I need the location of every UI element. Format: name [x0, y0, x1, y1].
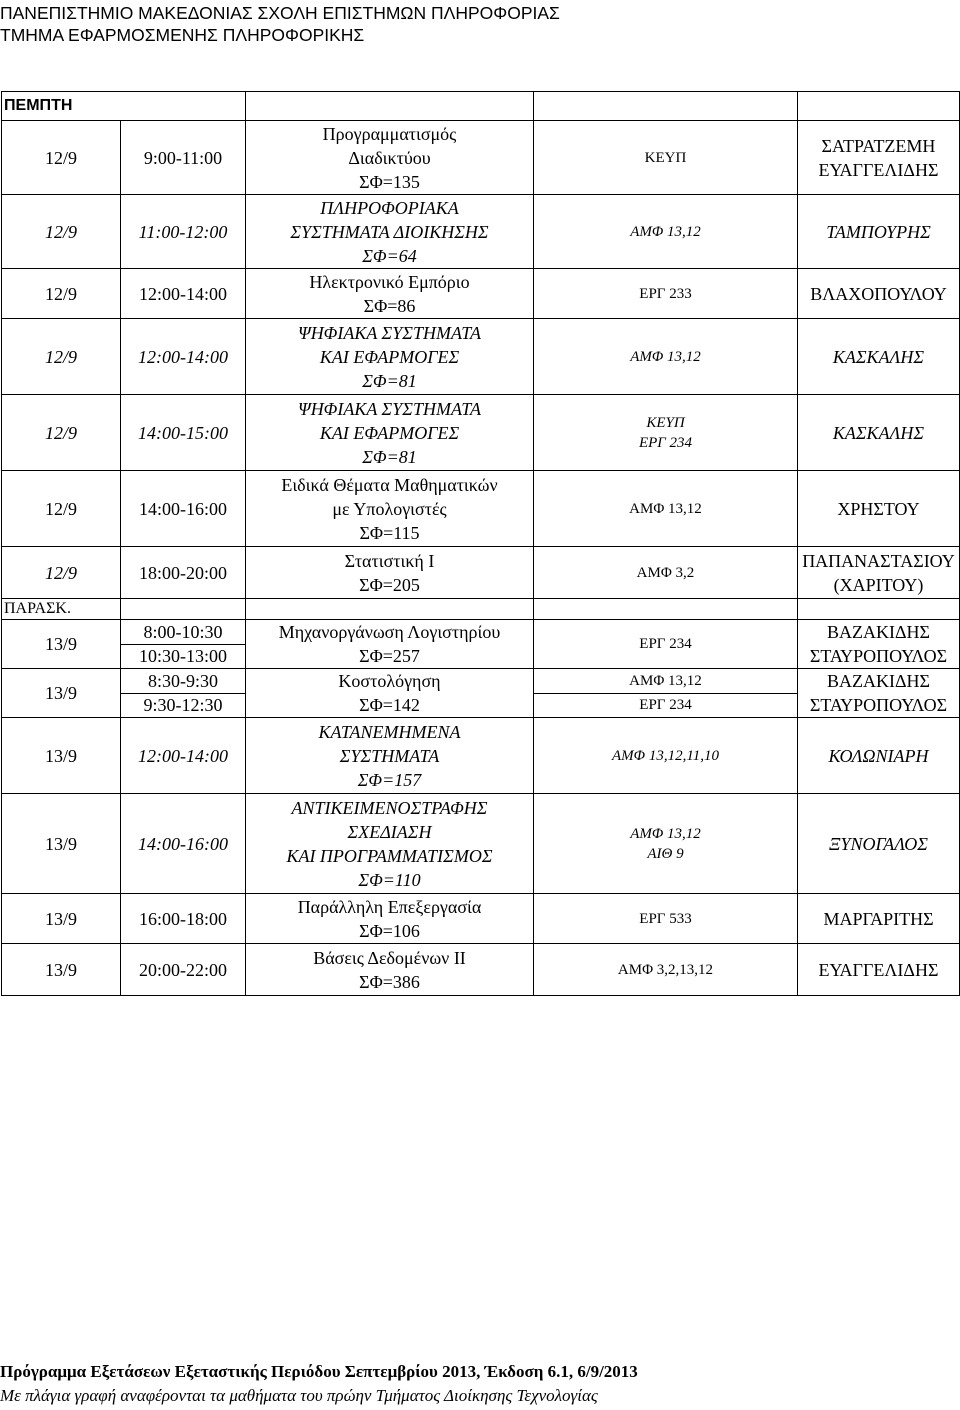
course-line: ΨΗΦΙΑΚΑ ΣΥΣΤΗΜΑΤΑ: [298, 322, 481, 343]
table-row: [2, 471, 960, 547]
course-line: ΣΦ=106: [359, 920, 420, 941]
exam-date: 12/9: [2, 547, 121, 599]
professor-cell: [798, 395, 960, 471]
room-line: ΕΡΓ 234: [639, 696, 692, 713]
room-cell: [534, 669, 798, 718]
exam-time: 12:00-14:00: [121, 319, 246, 395]
professor-cell: [798, 269, 960, 319]
course-line: ΠΛΗΡΟΦΟΡΙΑΚΑ: [320, 197, 459, 218]
course-line: ΣΦ=135: [359, 171, 420, 192]
exam-date: 12/9: [2, 195, 121, 269]
course-line: ΣΥΣΤΗΜΑΤΑ: [339, 745, 440, 766]
room-cell: [534, 718, 798, 794]
professor-cell: [798, 894, 960, 944]
professor-line: ΚΑΣΚΑΛΗΣ: [832, 346, 925, 367]
room-line: ΑΜΦ 13,12: [630, 223, 701, 240]
course-cell: [246, 195, 534, 269]
course-line: ΣΦ=110: [358, 869, 421, 890]
room-cell: [534, 794, 798, 894]
professor-cell: [798, 195, 960, 269]
room-line: ΚΕΥΠ: [646, 414, 685, 431]
exam-time: 12:00-14:00: [121, 718, 246, 794]
professor-cell: [798, 319, 960, 395]
day-header-row: [2, 599, 960, 620]
room-line: ΚΕΥΠ: [644, 149, 687, 166]
exam-time-cell: [121, 669, 246, 718]
table-row: [2, 195, 960, 269]
exam-date: 13/9: [2, 894, 121, 944]
professor-line: ΕΥΑΓΓΕΛΙΔΗΣ: [818, 959, 939, 980]
university-title: ΠΑΝΕΠΙΣΤΗΜΙΟ ΜΑΚΕΔΟΝΙΑΣ ΣΧΟΛΗ ΕΠΙΣΤΗΜΩΝ ΠΛΗΡΟΦΟΡΙΑΣ: [0, 3, 560, 23]
exam-date: 12/9: [2, 395, 121, 471]
room-line: ΑΙΘ 9: [647, 845, 684, 862]
exam-time: 14:00-16:00: [121, 471, 246, 547]
exam-time: 10:30-13:00: [139, 645, 227, 666]
room-line: ΕΡΓ 234: [639, 636, 692, 652]
exam-time: 14:00-16:00: [121, 794, 246, 894]
exam-schedule-table: [1, 91, 960, 996]
room-line: ΑΜΦ 13,12: [534, 670, 797, 694]
course-cell: [246, 944, 534, 996]
professor-line: ΕΥΑΓΓΕΛΙΔΗΣ: [818, 159, 939, 180]
exam-time: 9:00-11:00: [121, 121, 246, 195]
professor-line: ΧΡΗΣΤΟΥ: [837, 498, 920, 519]
course-line: ΚΑΙ ΕΦΑΡΜΟΓΕΣ: [319, 346, 460, 367]
professor-line: (ΧΑΡΙΤΟΥ): [833, 574, 924, 595]
table-row: [2, 718, 960, 794]
professor-cell: [798, 944, 960, 996]
room-cell: [534, 195, 798, 269]
room-cell: [534, 547, 798, 599]
exam-time: 18:00-20:00: [121, 547, 246, 599]
table-row: [2, 319, 960, 395]
course-line: Προγραμματισμός: [322, 123, 457, 144]
course-line: Στατιστική Ι: [344, 550, 435, 571]
course-line: ΣΦ=86: [363, 295, 416, 316]
exam-time-cell: [121, 620, 246, 669]
course-cell: [246, 794, 534, 894]
room-line: ΑΜΦ 13,12: [629, 500, 702, 517]
department-title: ΤΜΗΜΑ ΕΦΑΡΜΟΣΜΕΝΗΣ ΠΛΗΡΟΦΟΡΙΚΗΣ: [0, 25, 365, 45]
professor-cell: [798, 620, 960, 669]
exam-date: 13/9: [2, 620, 121, 669]
exam-date: 13/9: [2, 718, 121, 794]
exam-date: 13/9: [2, 794, 121, 894]
course-cell: [246, 894, 534, 944]
room-line: ΑΜΦ 13,12: [630, 348, 701, 365]
room-cell: [534, 319, 798, 395]
day-friday: ΠΑΡΑΣΚ.: [2, 599, 121, 620]
course-cell: [246, 471, 534, 547]
professor-line: ΜΑΡΓΑΡΙΤΗΣ: [823, 908, 934, 929]
table-row: [2, 547, 960, 599]
exam-time: 9:30-12:30: [143, 694, 223, 715]
course-line: Διαδικτύου: [348, 147, 431, 168]
room-line: ΕΡΓ 234: [638, 434, 693, 451]
exam-time: 11:00-12:00: [121, 195, 246, 269]
table-row: [2, 944, 960, 996]
course-line: ΚΑΙ ΠΡΟΓΡΑΜΜΑΤΙΣΜΟΣ: [286, 845, 493, 866]
exam-time: 14:00-15:00: [121, 395, 246, 471]
exam-time: 8:00-10:30: [121, 621, 245, 645]
room-cell: [534, 471, 798, 547]
room-cell: [534, 894, 798, 944]
course-line: με Υπολογιστές: [332, 498, 447, 519]
room-line: ΕΡΓ 233: [639, 285, 692, 302]
exam-time: 16:00-18:00: [121, 894, 246, 944]
exam-time: 8:30-9:30: [121, 670, 245, 694]
course-line: ΣΦ=386: [359, 971, 420, 992]
course-line: ΣΦ=115: [359, 522, 420, 543]
course-line: Ειδικά Θέματα Μαθηματικών: [281, 474, 498, 495]
course-line: Κοστολόγηση: [338, 671, 441, 691]
professor-line: ΤΑΜΠΟΥΡΗΣ: [826, 221, 931, 242]
room-line: ΑΜΦ 3,2,13,12: [617, 961, 714, 978]
table-row: [2, 669, 960, 718]
room-line: ΑΜΦ 13,12: [630, 825, 701, 842]
course-line: Βάσεις Δεδομένων ΙΙ: [313, 947, 466, 968]
professor-cell: [798, 471, 960, 547]
course-cell: [246, 547, 534, 599]
footer-note-line: Με πλάγια γραφή αναφέρονται τα μαθήματα του πρώην Τμήματος Διοίκησης Τεχνολογίας: [0, 1386, 598, 1405]
professor-line: ΣΤΑΥΡΟΠΟΥΛΟΣ: [809, 646, 948, 666]
professor-cell: [798, 794, 960, 894]
professor-line: ΚΑΣΚΑΛΗΣ: [832, 422, 925, 443]
table-row: [2, 269, 960, 319]
professor-line: ΒΑΖΑΚΙΔΗΣ: [826, 622, 931, 642]
course-line: Παράλληλη Επεξεργασία: [297, 896, 482, 917]
room-cell: [534, 944, 798, 996]
room-cell: [534, 395, 798, 471]
table-row: [2, 894, 960, 944]
professor-cell: [798, 669, 960, 718]
table-row: [2, 121, 960, 195]
room-line: ΑΜΦ 3,2: [636, 564, 695, 581]
course-line: ΣΦ=64: [362, 245, 417, 266]
room-line: ΑΜΦ 13,12,11,10: [612, 747, 719, 764]
course-cell: [246, 395, 534, 471]
table-row: [2, 395, 960, 471]
document-header: [0, 2, 560, 46]
exam-date: 12/9: [2, 319, 121, 395]
exam-date: 12/9: [2, 269, 121, 319]
course-line: Ηλεκτρονικό Εμπόριο: [309, 271, 470, 292]
course-cell: [246, 669, 534, 718]
course-line: ΣΦ=142: [359, 695, 420, 715]
room-cell: [534, 121, 798, 195]
professor-cell: [798, 718, 960, 794]
professor-line: ΞΥΝΟΓΑΛΟΣ: [829, 833, 928, 854]
professor-line: ΠΑΠΑΝΑΣΤΑΣΙΟΥ: [802, 550, 955, 571]
course-cell: [246, 269, 534, 319]
exam-time: 12:00-14:00: [121, 269, 246, 319]
room-cell: [534, 620, 798, 669]
exam-time: 20:00-22:00: [121, 944, 246, 996]
course-line: ΣΧΕΔΙΑΣΗ: [347, 821, 432, 842]
footer-version-line: Πρόγραμμα Εξετάσεων Εξεταστικής Περιόδου Σεπτεμβρίου 2013, Έκδοση 6.1, 6/9/2013: [0, 1362, 638, 1381]
exam-date: 13/9: [2, 944, 121, 996]
course-cell: [246, 319, 534, 395]
professor-line: ΒΛΑΧΟΠΟΥΛΟΥ: [810, 283, 947, 304]
course-cell: [246, 620, 534, 669]
day-header-row: [2, 92, 960, 121]
day-thursday: ΠΕΜΠΤΗ: [2, 92, 246, 121]
table-row: [2, 794, 960, 894]
course-line: ΣΦ=81: [362, 370, 417, 391]
professor-cell: [798, 121, 960, 195]
exam-date: 12/9: [2, 121, 121, 195]
professor-line: ΣΤΑΥΡΟΠΟΥΛΟΣ: [809, 695, 948, 715]
course-line: ΣΦ=81: [362, 446, 417, 467]
room-cell: [534, 269, 798, 319]
exam-date: 13/9: [2, 669, 121, 718]
course-line: ΣΦ=157: [357, 769, 422, 790]
course-cell: [246, 718, 534, 794]
course-line: ΑΝΤΙΚΕΙΜΕΝΟΣΤΡΑΦΗΣ: [291, 797, 488, 818]
course-line: ΚΑΙ ΕΦΑΡΜΟΓΕΣ: [319, 422, 460, 443]
course-line: ΣΥΣΤΗΜΑΤΑ ΔΙΟΙΚΗΣΗΣ: [290, 221, 489, 242]
course-cell: [246, 121, 534, 195]
course-line: Μηχανοργάνωση Λογιστηρίου: [278, 622, 501, 642]
professor-cell: [798, 547, 960, 599]
professor-line: ΣΑΤΡΑΤΖΕΜΗ: [821, 135, 936, 156]
professor-line: ΒΑΖΑΚΙΔΗΣ: [826, 671, 931, 691]
exam-date: 12/9: [2, 471, 121, 547]
course-line: ΚΑΤΑΝΕΜΗΜΕΝΑ: [318, 721, 461, 742]
professor-line: ΚΟΛΩΝΙΑΡΗ: [828, 745, 929, 766]
document-footer: [0, 1360, 638, 1408]
room-line: ΕΡΓ 533: [639, 910, 692, 927]
course-line: ΣΦ=205: [359, 574, 420, 595]
course-line: ΨΗΦΙΑΚΑ ΣΥΣΤΗΜΑΤΑ: [298, 398, 481, 419]
course-line: ΣΦ=257: [359, 646, 420, 666]
table-row: [2, 620, 960, 669]
